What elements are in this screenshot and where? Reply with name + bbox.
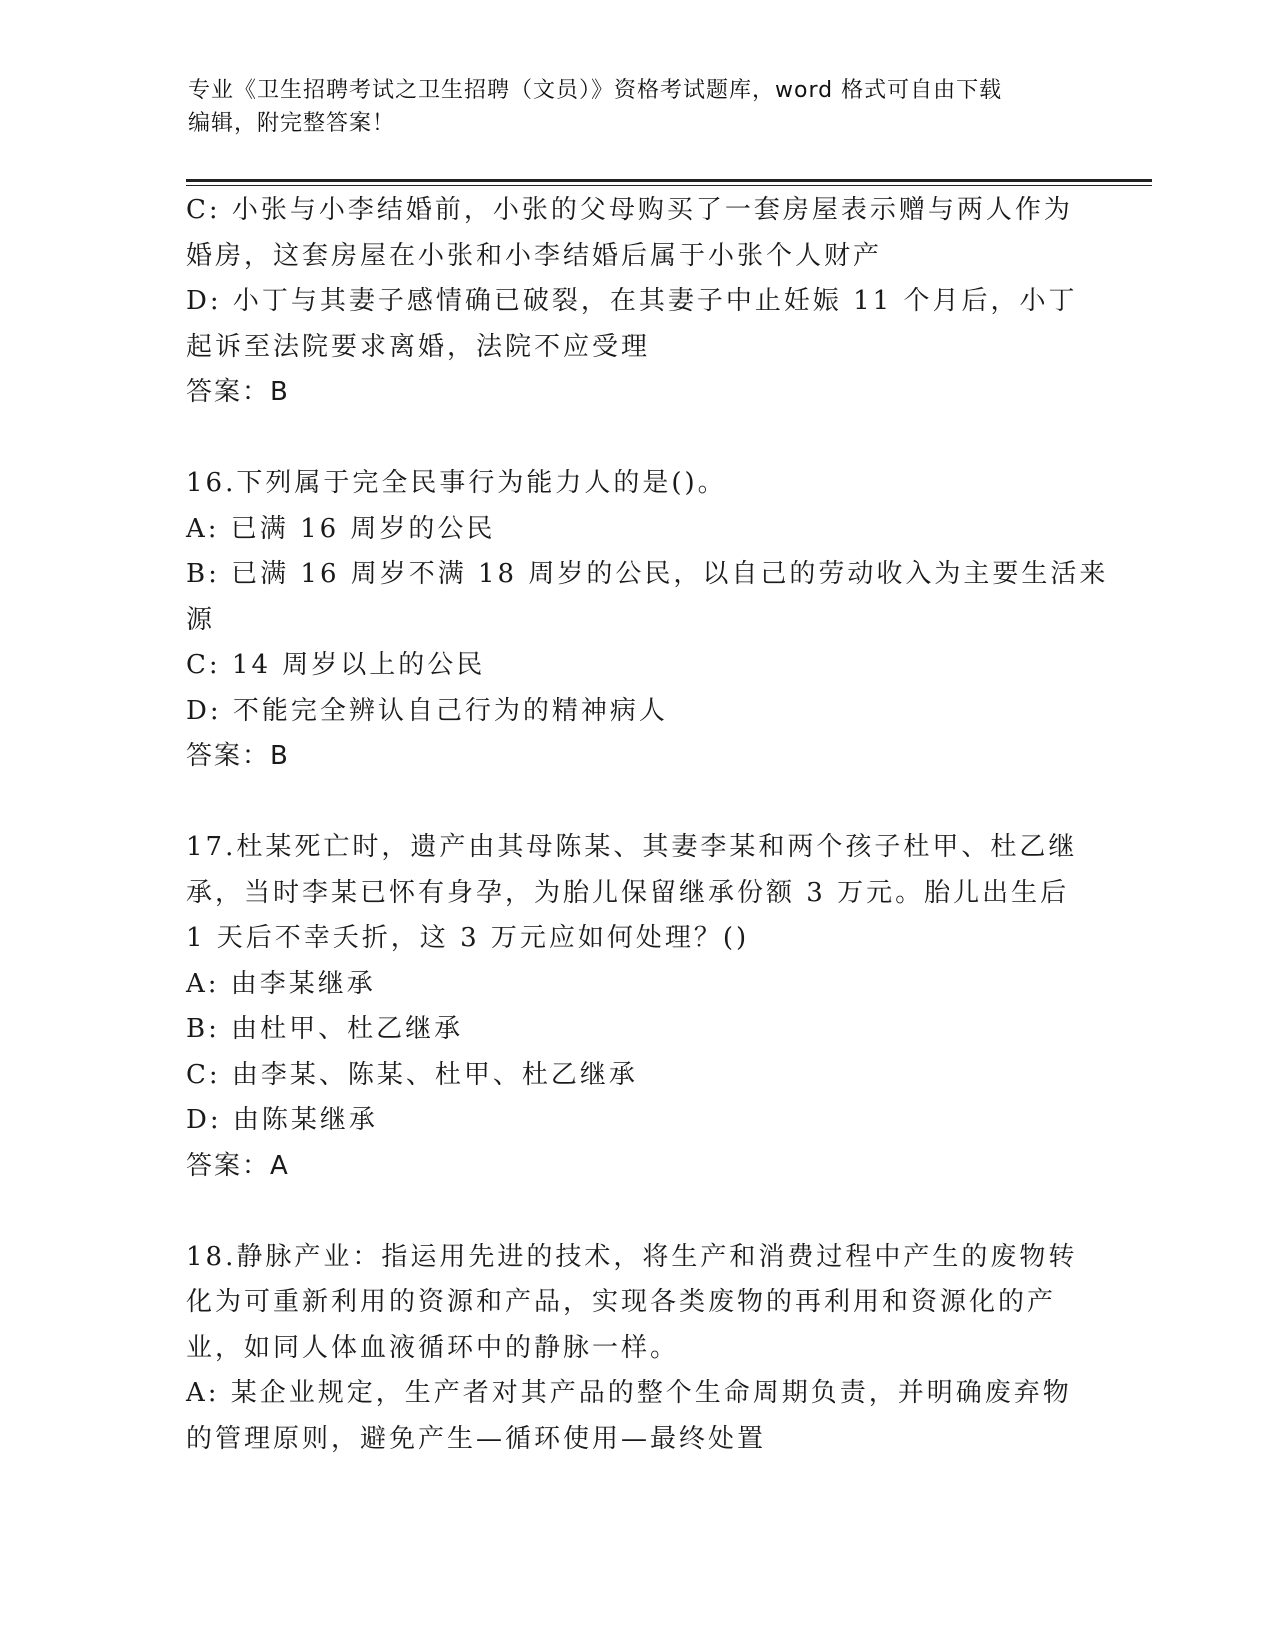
document-header [188,74,1088,140]
question-content [186,188,1109,1462]
option-d-line-1: D: 小丁与其妻子感情确已破裂，在其妻子中止妊娠 11 个月后，小丁 [186,286,1078,316]
option-a: A: 已满 16 周岁的公民 [186,513,496,544]
header-line-1: 专业《卫生招聘考试之卫生招聘（文员）》资格考试题库，word 格式可自由下载 [188,78,1003,103]
option-a: A: 由李某继承 [186,968,376,999]
option-b-line-1: B: 已满 16 周岁不满 18 周岁的公民，以自己的劳动收入为主要生活来 [186,559,1109,589]
header-rule-thin [186,185,1152,186]
option-c-line-1: C: 小张与小李结婚前，小张的父母购买了一套房屋表示赠与两人作为 [186,195,1073,225]
question-18 [186,1235,1086,1463]
option-c-line-2: 婚房，这套房屋在小张和小李结婚后属于小张个人财产 [186,240,883,271]
question-17 [186,825,1086,1189]
option-a-line-2: 的管理原则，避免产生—循环使用—最终处置 [186,1423,767,1454]
option-d-line-2: 起诉至法院要求离婚，法院不应受理 [186,331,651,362]
answer-15: 答案：B [186,377,290,407]
question-17-stem-line-1: 17.杜某死亡时，遗产由其母陈某、其妻李某和两个孩子杜甲、杜乙继 [186,832,1078,862]
question-18-stem-line-2: 化为可重新利用的资源和产品，实现各类废物的再利用和资源化的产 [186,1287,1057,1317]
option-d: D: 不能完全辨认自己行为的精神病人 [186,695,668,726]
spacer [186,416,1086,462]
spacer [186,1189,1086,1235]
header-rule-thick [186,179,1152,182]
answer-16: 答案：B [186,741,290,771]
option-c: C: 由李某、陈某、杜甲、杜乙继承 [186,1059,638,1090]
option-b-line-2: 源 [186,604,216,635]
question-15-continued [186,188,1086,416]
question-16 [186,461,1109,780]
option-c: C: 14 周岁以上的公民 [186,650,486,680]
question-16-stem: 16.下列属于完全民事行为能力人的是()。 [186,468,727,498]
answer-17: 答案：A [186,1150,290,1181]
option-a-line-1: A: 某企业规定，生产者对其产品的整个生命周期负责，并明确废弃物 [186,1378,1072,1408]
question-18-stem-line-3: 业，如同人体血液循环中的静脉一样。 [186,1332,680,1363]
question-17-stem-line-2: 承，当时李某已怀有身孕，为胎儿保留继承份额 3 万元。胎儿出生后 [186,877,1070,908]
question-18-stem-line-1: 18.静脉产业：指运用先进的技术，将生产和消费过程中产生的废物转 [186,1241,1078,1272]
header-line-2: 编辑，附完整答案！ [188,111,396,136]
spacer [186,780,1086,826]
question-17-stem-line-3: 1 天后不幸夭折，这 3 万元应如何处理？() [186,923,750,953]
option-b: B: 由杜甲、杜乙继承 [186,1014,464,1044]
option-d: D: 由陈某继承 [186,1105,378,1135]
